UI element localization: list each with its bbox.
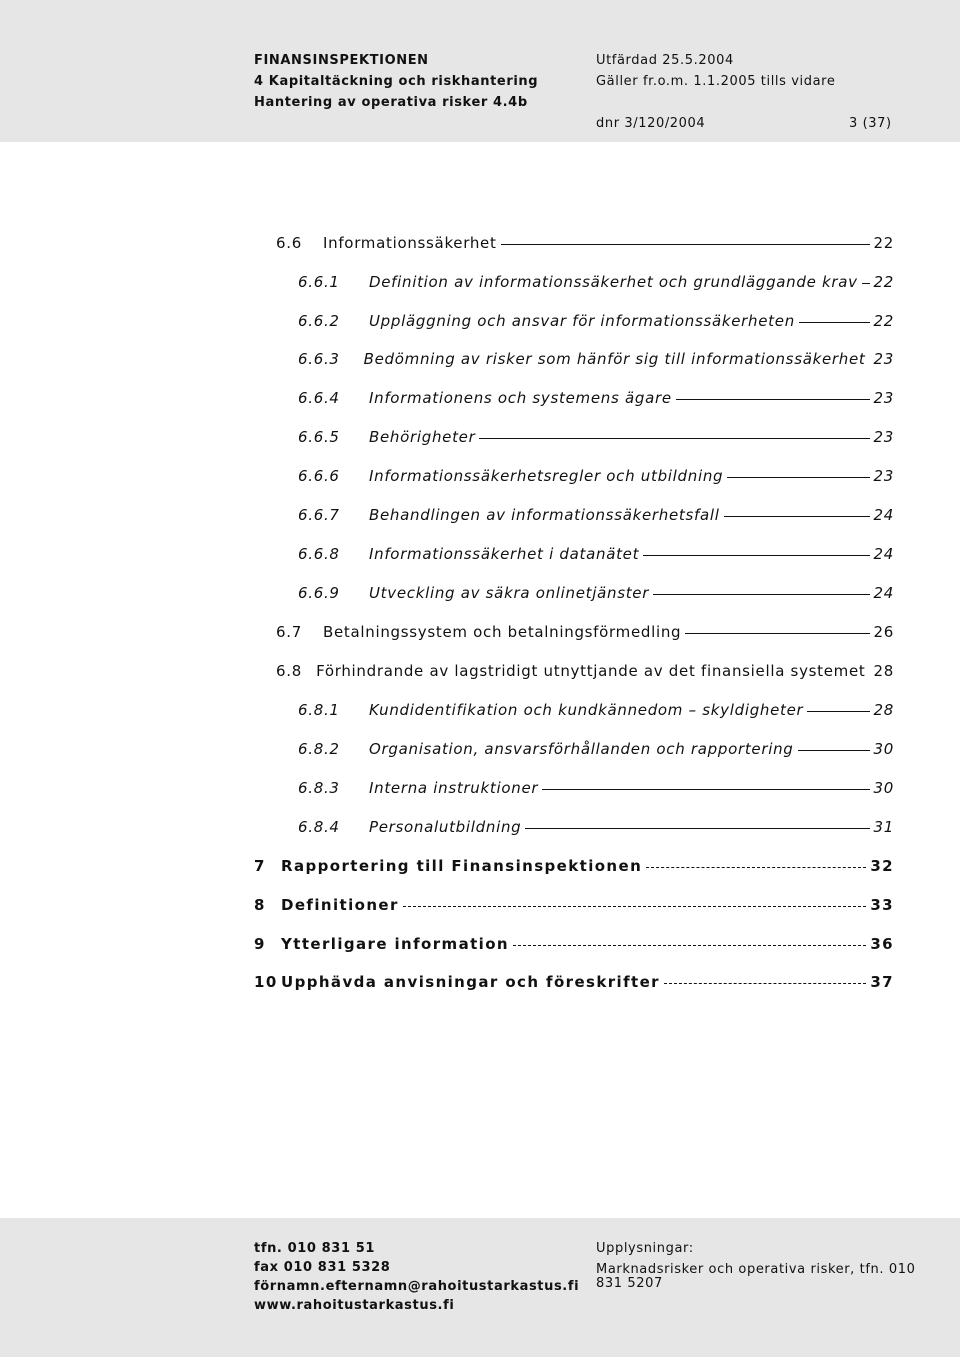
toc-entry-page: 23 — [873, 428, 894, 446]
toc-entry[interactable] — [298, 779, 894, 797]
footer-info-line2: 831 5207 — [596, 1276, 663, 1291]
toc-leader — [501, 244, 870, 245]
toc-entry[interactable] — [298, 273, 894, 291]
toc-entry-page: 32 — [870, 857, 894, 875]
toc-entry-number: 6.8.2 — [298, 740, 340, 758]
toc-entry-number: 6.6 — [276, 234, 302, 252]
toc-entry-number: 6.6.8 — [298, 545, 340, 563]
toc-leader — [664, 983, 866, 984]
toc-entry[interactable] — [298, 584, 894, 602]
toc-entry-page: 22 — [873, 273, 894, 291]
toc-entry-page: 33 — [870, 896, 894, 914]
toc-entry[interactable] — [276, 623, 894, 641]
toc-entry-title: Definitioner — [281, 896, 399, 914]
toc-leader — [862, 283, 870, 284]
toc-entry-number: 6.6.5 — [298, 428, 340, 446]
header-chapter: 4 Kapitaltäckning och riskhantering — [254, 74, 539, 89]
toc-entry[interactable] — [298, 818, 894, 836]
toc-entry-title: Interna instruktioner — [369, 779, 539, 797]
toc-entry-title: Betalningssystem och betalningsförmedling — [323, 623, 682, 641]
toc-entry-number: 6.6.4 — [298, 389, 340, 407]
toc-entry-page: 31 — [873, 818, 894, 836]
toc-entry-title: Förhindrande av lagstridigt utnyttjande av det finansiella systemet — [316, 662, 866, 680]
toc-leader — [403, 906, 867, 907]
toc-entry-title: Personalutbildning — [369, 818, 522, 836]
toc-entry-title: Bedömning av risker som hänför sig till informationssäkerhet — [363, 350, 866, 368]
toc-entry-number: 6.7 — [276, 623, 302, 641]
toc-entry-title: Organisation, ansvarsförhållanden och rapportering — [369, 740, 794, 758]
toc-entry-title: Utveckling av säkra onlinetjänster — [369, 584, 650, 602]
toc-entry-title: Upphävda anvisningar och föreskrifter — [281, 973, 660, 991]
toc-entry[interactable] — [298, 545, 894, 563]
toc-entry[interactable] — [298, 350, 894, 368]
toc-entry[interactable] — [298, 467, 894, 485]
toc-entry[interactable] — [254, 896, 894, 914]
toc-entry-page: 28 — [873, 701, 894, 719]
toc-entry-page: 28 — [873, 662, 894, 680]
toc-entry[interactable] — [276, 234, 894, 252]
toc-entry[interactable] — [298, 428, 894, 446]
toc-leader — [727, 477, 869, 478]
toc-entry-page: 24 — [873, 545, 894, 563]
toc-leader — [724, 516, 870, 517]
toc-entry-page: 22 — [873, 234, 894, 252]
toc-leader — [525, 828, 869, 829]
toc-entry-page: 37 — [870, 973, 894, 991]
toc-entry-page: 30 — [873, 740, 894, 758]
toc-entry-number: 7 — [254, 857, 266, 875]
toc-entry[interactable] — [298, 389, 894, 407]
header-page-number: 3 (37) — [849, 116, 892, 131]
toc-entry[interactable] — [298, 701, 894, 719]
toc-entry-title: Informationssäkerhetsregler och utbildning — [369, 467, 724, 485]
toc-entry-number: 8 — [254, 896, 266, 914]
toc-entry-title: Behörigheter — [369, 428, 476, 446]
footer-info-label: Upplysningar: — [596, 1241, 694, 1256]
footer-email[interactable]: förnamn.efternamn@rahoitustarkastus.fi — [254, 1279, 580, 1294]
toc-entry-number: 6.6.7 — [298, 506, 340, 524]
toc-entry-title: Informationssäkerhet — [323, 234, 497, 252]
toc-entry-title: Uppläggning och ansvar för informationssäkerheten — [369, 312, 795, 330]
toc-leader — [685, 633, 869, 634]
toc-entry-number: 6.6.9 — [298, 584, 340, 602]
toc-entry-title: Rapportering till Finansinspektionen — [281, 857, 643, 875]
toc-entry-number: 6.8 — [276, 662, 302, 680]
toc-entry[interactable] — [276, 662, 894, 680]
toc-entry-number: 10 — [254, 973, 278, 991]
toc-entry-title: Kundidentifikation och kundkännedom – skyldigheter — [369, 701, 804, 719]
toc-entry[interactable] — [254, 935, 894, 953]
toc-entry-page: 23 — [873, 389, 894, 407]
toc-leader — [643, 555, 869, 556]
toc-entry-page: 36 — [870, 935, 894, 953]
toc-entry-title: Informationens och systemens ägare — [369, 389, 672, 407]
toc-entry-number: 6.8.1 — [298, 701, 340, 719]
footer-fax: fax 010 831 5328 — [254, 1260, 391, 1275]
header-issued: Utfärdad 25.5.2004 — [596, 53, 734, 68]
header-valid: Gäller fr.o.m. 1.1.2005 tills vidare — [596, 74, 836, 89]
toc-leader — [653, 594, 869, 595]
header-org: FINANSINSPEKTIONEN — [254, 53, 429, 68]
toc-entry-page: 26 — [873, 623, 894, 641]
toc-entry-page: 22 — [873, 312, 894, 330]
toc-leader — [807, 711, 869, 712]
toc-leader — [799, 322, 870, 323]
footer-phone: tfn. 010 831 51 — [254, 1241, 376, 1256]
toc-entry-number: 6.6.6 — [298, 467, 340, 485]
toc-leader — [646, 867, 866, 868]
toc-leader — [798, 750, 870, 751]
toc-entry-number: 9 — [254, 935, 266, 953]
toc-entry-page: 23 — [873, 467, 894, 485]
toc-leader — [479, 438, 869, 439]
toc-entry-page: 24 — [873, 584, 894, 602]
toc-leader — [542, 789, 869, 790]
toc-entry-number: 6.8.4 — [298, 818, 340, 836]
toc-entry[interactable] — [298, 740, 894, 758]
header-band — [0, 0, 960, 142]
header-section: Hantering av operativa risker 4.4b — [254, 95, 528, 110]
toc-entry-title: Informationssäkerhet i datanätet — [369, 545, 640, 563]
toc-entry-number: 6.6.2 — [298, 312, 340, 330]
toc-entry-title: Behandlingen av informationssäkerhetsfall — [369, 506, 720, 524]
toc-entry-page: 24 — [873, 506, 894, 524]
footer-info-line1: Marknadsrisker och operativa risker, tfn. 010 — [596, 1262, 916, 1277]
header-dnr: dnr 3/120/2004 — [596, 116, 706, 131]
toc-entry[interactable] — [254, 857, 894, 875]
toc-entry[interactable] — [298, 506, 894, 524]
toc-leader — [513, 945, 866, 946]
toc-entry-number: 6.6.3 — [298, 350, 340, 368]
toc-leader — [676, 399, 870, 400]
toc-entry-title: Ytterligare information — [281, 935, 510, 953]
toc-entry-page: 30 — [873, 779, 894, 797]
toc-entry-title: Definition av informationssäkerhet och grundläggande krav — [369, 273, 858, 291]
toc-entry-number: 6.8.3 — [298, 779, 340, 797]
toc-entry[interactable] — [254, 973, 894, 991]
toc-entry-number: 6.6.1 — [298, 273, 340, 291]
toc-entry-page: 23 — [873, 350, 894, 368]
footer-website[interactable]: www.rahoitustarkastus.fi — [254, 1298, 455, 1313]
toc-entry[interactable] — [298, 312, 894, 330]
